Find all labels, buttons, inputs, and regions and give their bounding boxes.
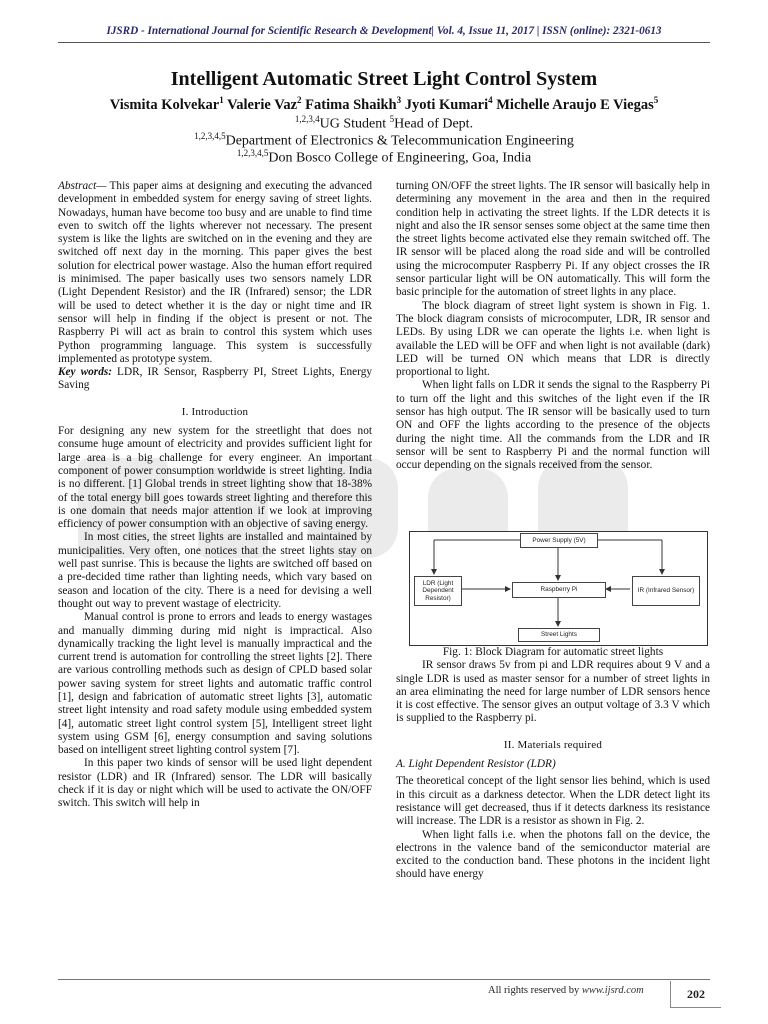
dept-text: Department of Electronics & Telecommunication Engineering bbox=[225, 133, 574, 149]
header-rule bbox=[58, 42, 710, 43]
site-link[interactable]: www.ijsrd.com bbox=[581, 985, 644, 996]
keywords-label: Key words: bbox=[58, 366, 112, 379]
affiliation-department bbox=[0, 131, 768, 150]
paragraph: The block diagram of street light system is shown in Fig. 1. The block diagram consists of microcomputer, LDR, IR sensor and LEDs. By using LDR we can operate the lights i.e. when light is available the LED will be OFF and when light is not available (dark) LED will be turned ON which means that LDR is directly proportional to light. bbox=[396, 299, 710, 379]
author-sup: 1 bbox=[219, 95, 224, 105]
author-sup: 4 bbox=[488, 95, 493, 105]
power-supply-block: Power Supply (5V) bbox=[520, 533, 598, 548]
college-sup: 1,2,3,4,5 bbox=[236, 148, 269, 158]
role-sup: 1,2,3,4 bbox=[294, 114, 320, 124]
author-sup: 5 bbox=[653, 95, 659, 105]
author-list bbox=[0, 95, 768, 114]
author-sup: 2 bbox=[297, 95, 302, 105]
keywords bbox=[58, 366, 372, 393]
right-column-top bbox=[396, 180, 710, 473]
paragraph: IR sensor draws 5v from pi and LDR requires about 9 V and a single LDR is used as master sensor for a number of street lights in an area eliminating the need for large number of LDR sensors hence it is cost effective. The sensor gives an output voltage of 3.3 V which is supplied to the Raspberry pi. bbox=[396, 659, 710, 725]
affiliation-college bbox=[0, 148, 768, 167]
ldr-block: LDR (Light Dependent Resistor) bbox=[414, 576, 462, 606]
footer-rights bbox=[488, 985, 644, 996]
role-text: Head of Dept. bbox=[394, 116, 474, 132]
author-sup: 3 bbox=[396, 95, 402, 105]
page-number: 202 bbox=[670, 981, 721, 1008]
abstract-label: Abstract— bbox=[58, 180, 107, 192]
paragraph: turning ON/OFF the street lights. The IR sensor will basically help in determining any movement in the area and then in the required condition help in activating the street lights. If the LDR detects it is night and also the IR sensor senses some object at the same time then the street lights become activated else they remain switched off. The IR sensor will be placed along the road side and will be controlled using the microcomputer Raspberry Pi. If any object crosses the IR sensor particular light will be ON automatically. This will form the basic principle for the automation of street lights in any place. bbox=[396, 180, 710, 299]
street-lights-block: Street Lights bbox=[518, 628, 600, 642]
section-heading-materials: II. Materials required bbox=[503, 738, 603, 751]
affiliation-roles bbox=[0, 114, 768, 133]
dept-sup: 1,2,3,4,5 bbox=[194, 131, 226, 141]
paragraph: When light falls on LDR it sends the signal to the Raspberry Pi to turn off the light and this switches of the light even if the IR sensor has high output. The IR sensor will be basically used to turn ON and OFF the lights according to the presence of the objects during the night time. All the commands from the LDR and IR sensor will be sent to Raspberry Pi and the normal function will occur depending on the signals received from the sensor. bbox=[396, 379, 710, 472]
role-sup: 5 bbox=[389, 114, 395, 124]
keywords-text: LDR, IR Sensor, Raspberry PI, Street Lights, Energy Saving bbox=[58, 366, 372, 392]
raspberry-pi-block: Raspberry Pi bbox=[512, 582, 606, 598]
author-name: Michelle Araujo E Viegas bbox=[496, 96, 654, 113]
paragraph: When light falls i.e. when the photons fall on the device, the electrons in the valence band of the semiconductor material are excited to the conduction band. These photons in the incident light should have energy bbox=[396, 828, 710, 881]
author-name: Fatima Shaikh bbox=[305, 96, 397, 113]
abstract bbox=[58, 180, 372, 366]
paragraph: In this paper two kinds of sensor will be used light dependent resistor (LDR) and IR (Infrared) sensor. The LDR will basically check if it is day or night which will be used to activate the ON/OFF switch. This switch will help in bbox=[58, 757, 372, 810]
college-text: Don Bosco College of Engineering, Goa, India bbox=[268, 150, 532, 166]
role-text: UG Student bbox=[319, 116, 390, 132]
rights-text: All rights reserved by bbox=[488, 985, 582, 996]
paragraph: For designing any new system for the streetlight that does not consume huge amount of electricity and provides sufficient light for large area is a big challenge for every engineer. An important component of power consumption worldwide is street lighting. India is no different. [1] Global trends in street lighting show that 18-38% of the total energy bill goes towards street lighting and therefore this is one domain that needs major attention if we look at improving efficiency of power consumption with an objective of saving energy. bbox=[58, 425, 372, 531]
author-name: Jyoti Kumari bbox=[404, 96, 489, 113]
figure-caption: Fig. 1: Block Diagram for automatic street lights bbox=[442, 646, 664, 658]
ir-sensor-block: IR (Infrared Sensor) bbox=[632, 576, 700, 606]
paper-title: Intelligent Automatic Street Light Control System bbox=[170, 68, 598, 90]
left-column bbox=[58, 180, 372, 811]
section-heading-introduction: I. Introduction bbox=[181, 405, 249, 418]
block-diagram-figure bbox=[409, 531, 708, 646]
subsection-heading-ldr: A. Light Dependent Resistor (LDR) bbox=[396, 758, 556, 771]
paragraph: Manual control is prone to errors and leads to energy wastages and manually dimming during mid night is impractical. Also dynamically tracking the light level is manually impractical and the current trend is automation for controlling the street lights [2]. There are various controlling methods such as design of CPLD based solar power saving system for street lights and automatic traffic control [1], design and fabrication of automatic street lights [3], automatic street light intensity and road safety module using embedded system [4], automatic street light control system [5], Intelligent street light system using GSM [6], energy consumption and saving solutions based on intelligent street lighting control system [7]. bbox=[58, 611, 372, 757]
paragraph: The theoretical concept of the light sensor lies behind, which is used in this circuit as a darkness detector. When the LDR detect light its resistance will get decreased, thus if it detects darkness its resistance will increase. The LDR is a resistor as shown in Fig. 2. bbox=[396, 775, 710, 828]
abstract-text: This paper aims at designing and executing the advanced development in embedded system for energy saving of street lights. Nowadays, human have become too busy and are unable to find time even to switch off the lights wherever not necessary. The present system is like the lights are switched on in the evening and they are switched off next day in the morning. This paper gives the best solution for electrical power wastage. Also the human effort required is minimised. The paper basically uses two sensors namely LDR (Light Dependent Resistor) and the IR (Infrared) sensor; the LDR will be used to detect whether it is the day or night time and IR sensor will help in finding if the object is present or not. The Raspberry Pi will act as brain to control this system which uses Python programming language. This system is successfully implemented as prototype system. bbox=[58, 180, 372, 365]
right-column-bottom bbox=[396, 646, 710, 882]
running-head: IJSRD - International Journal for Scientific Research & Development| Vol. 4, Issue 11, 2017 | ISSN (online): 2321-0613 bbox=[106, 25, 662, 37]
footer-rule bbox=[58, 979, 710, 980]
author-name: Valerie Vaz bbox=[227, 96, 298, 113]
author-name: Vismita Kolvekar bbox=[109, 96, 220, 113]
paragraph: In most cities, the street lights are installed and maintained by municipalities. Very often, one notices that the street lights stay on well past sunrise. This is because the lights are switched off based on a pre-decided time rather than lighting needs, which vary based on season and location of the city. There is a need for devising a well thought out way to prevent wastage of electricity. bbox=[58, 531, 372, 610]
